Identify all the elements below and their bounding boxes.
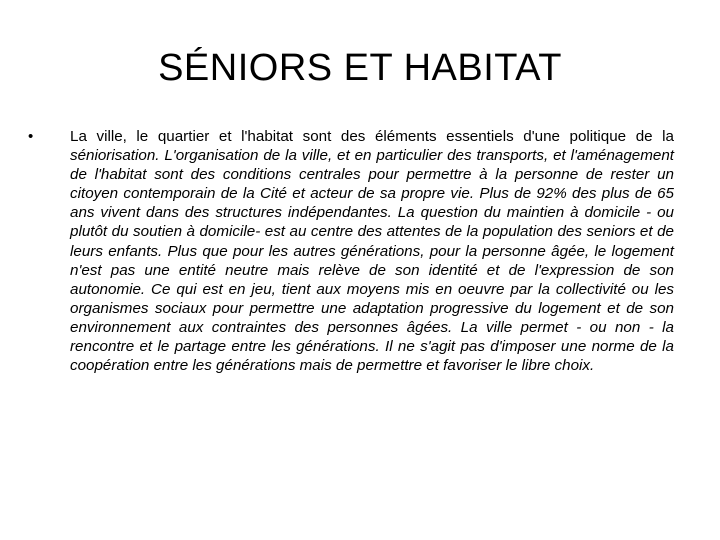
- bullet-text: [70, 128, 674, 374]
- slide-title: SÉNIORS ET HABITAT: [158, 47, 562, 89]
- bullet-marker: •: [28, 128, 34, 145]
- bullet-text-upright: La ville, le quartier et l'habitat sont des éléments essentiels d'une politique de la: [70, 128, 674, 145]
- bullet-text-italic: séniorisation. L'organisation de la ville, et en particulier des transports, et l'aménagement de l'habitat sont des conditions centrales pour permettre à la personne de rester un citoyen contemporain de la Cité et acteur de sa propre vie. Plus de 92% des plus de 65 ans vivent dans des structures indépendantes. La question du maintien à domicile - ou plutôt du soutien à domicile- est au centre des attentes de la population des seniors et de leurs enfants. Plus que pour les autres générations, pour la personne âgée, le logement n'est pas une entité neutre mais relève de son identité et de l'expression de son autonomie. Ce qui est en jeu, tient aux moyens mis en oeuvre par la collectivité ou les organismes sociaux pour permettre une adaptation progressive du logement et de son environnement aux contraintes des personnes âgées. La ville permet - ou non - la rencontre et le partage entre les générations. Il ne s'agit pas d'imposer une norme de la coopération entre les générations mais de permettre et favoriser le libre choix.: [70, 147, 674, 375]
- bullet-item: [28, 127, 674, 375]
- bullet-list: [28, 127, 674, 375]
